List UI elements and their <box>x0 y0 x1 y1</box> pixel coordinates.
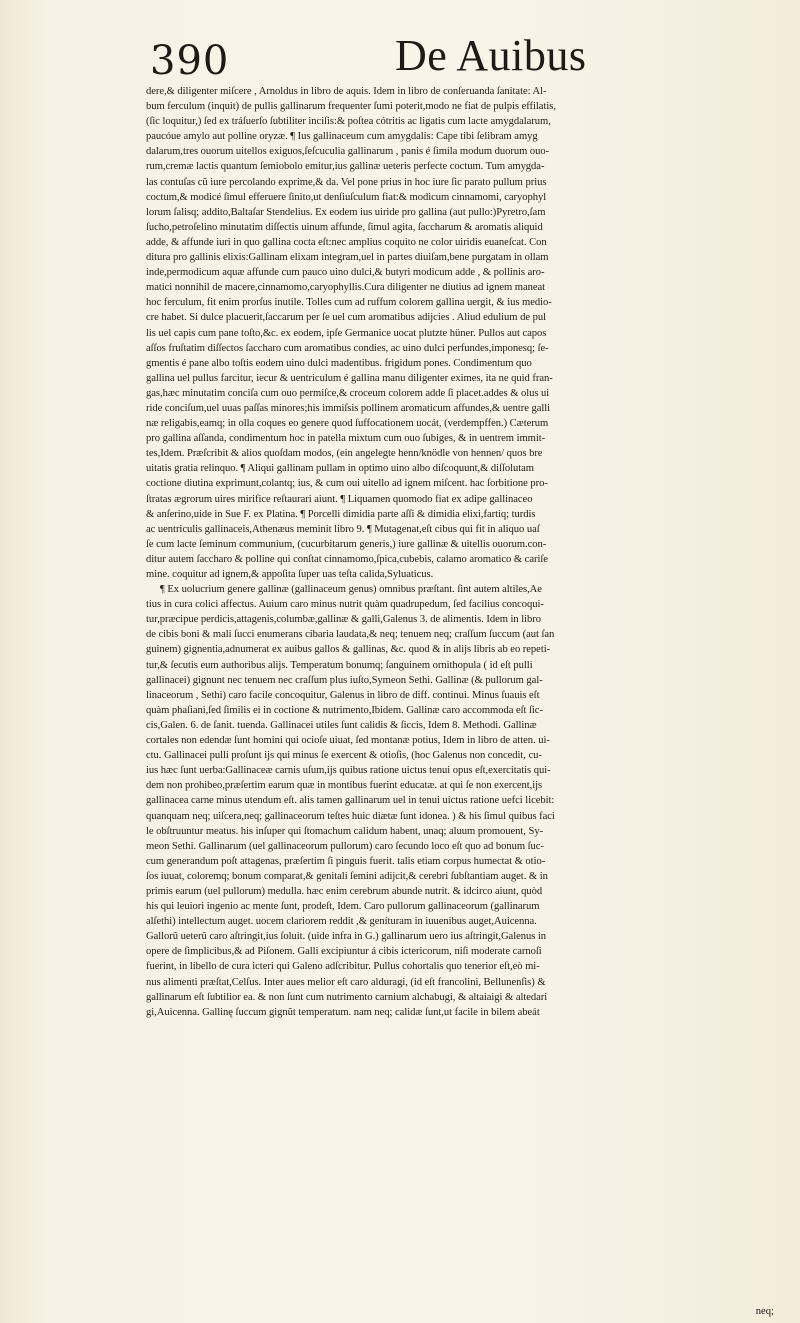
text-line: ¶ Ex uolucrium genere gallinæ (gallinaceum genus) omnibus præſtant. ſint autem altiles,Ae <box>160 584 542 596</box>
text-line: ſucho,petroſelino minutatim diſſectis uinum affunde, ſimul agita, ſaccharum & aromatis aliquid <box>146 221 543 233</box>
text-line: gallinacea carne minus utendum eſt. alis tamen gallinarum uel in tenui uictus ratione uefci licebit: <box>146 795 555 807</box>
text-line: adde, & affunde iuri in quo gallina cocta eſt:nec amplius coquito ne color uiridis euaneſcat. Con <box>146 236 547 248</box>
text-line: paucóue amylo aut polline oryzæ. ¶ Ius gallinaceum cum amygdalis: Cape tibi ſelibram amyg <box>146 131 538 143</box>
text-line: gallinarum eſt ſubtilior ea. & non ſunt cum nutrimento carnium alchabugi, & altaiaigi & altedari <box>146 991 548 1003</box>
text-line: nus alimenti præſtat,Celſus. Inter aues melior eſt caro alduragi, (id eſt francolini, Bellunenſis) & <box>146 976 546 988</box>
text-line: (ſic loquitur,) ſed ex tráſuerſo ſubtiliter inciſis:& poſtea cótritis ac ligatis cum lacte amygdalarum, <box>146 116 551 128</box>
text-line: gallinacei) gignunt nec tenuem nec craſſum plus iuſto,Symeon Sethi. Gallinæ (& pullorum gal- <box>146 674 543 686</box>
text-line: næ religabis,eamq; in olla coques eo genere quod ſuffocationem uocát, (verdempffen.) Cæterum <box>146 418 549 430</box>
text-line: his qui leuiori ingenio ac mente ſunt, prodeſt, Idem. Caro pullorum gallinaceorum (gallinarum <box>146 901 540 913</box>
text-line: gmentis é pane albo toſtis eodem uino dulci madentibus. frigidum pones. Condimentum quo <box>146 357 532 369</box>
text-line: coctum,& modicé ſimul efferuere ſinito,ut denſiuſculum fiat:& modicum cinnamomi, caryophyl <box>146 191 547 203</box>
text-line: meon Sethi. Gallinarum (uel gallinaceorum pullorum) caro ſecundo loco eſt quo ad bonum ſuc- <box>146 840 544 852</box>
text-line: pro gallina aſſanda, condimentum hoc in patella mixtum cum ouo ſubiges, & in uentrem immit- <box>146 433 546 445</box>
text-line: quanquam neq; uiſcera,neq; gallinaceorum teſtes huic diætæ ſunt idonea. ) & his ſimul quibus faci <box>146 810 555 822</box>
text-line: ac uentriculis gallinaceis,Athenæus meminit libro 9. ¶ Mutagenat,eſt cibus qui fit in aliquo uaſ <box>146 523 540 535</box>
text-line: ſtratas ægrorum uires mirifice reſtaurari aiunt. ¶ Liquamen quomodo fiat ex adipe gallinaceo <box>146 493 533 505</box>
page-number: 390 <box>150 38 230 84</box>
text-line: lis uel capis cum pane toſto,&c. ex eodem, ipſe Germanice uocat plutzte hüner. Pullos aut capos <box>146 327 547 339</box>
text-line: las contuſas cũ iure percolando exprime,& da. Vel pone prius in hoc iure ſic parato pullum prius <box>146 176 547 188</box>
text-line: & anſerino,uide in Sue F. ex Platina. ¶ Porcelli dimidia parte aſſi & dimidia elixi,fartiq; turdis <box>146 508 536 520</box>
text-line: primis earum (uel pullorum) medulla. hæc enim cerebrum abunde nutrit. & idcirco aiunt, quòd <box>146 885 543 897</box>
text-line: ride conciſum,uel uuas paſſas minores;his immiſsis pollinem aromaticum affundes,& uentre galli <box>146 402 551 414</box>
text-line: fuerint, in libello de cura icteri qui Galeno adſcribitur. Pullus cohortalis quo tenerior eſt,eò mi- <box>146 961 540 973</box>
text-line: aſſos fruſtatim diſſectos ſaccharo cum aromatibus condies, ac uino dulci perfundes,imponesq; ſe- <box>146 342 549 354</box>
text-line: guinem) gignentia,adnumerat ex auibus gallos & gallinas, &c. quod & in alijs libris ab eo repeti- <box>146 644 551 656</box>
text-line: rum,cremæ lactis quantum ſemiobolo emitur,ius gallinæ ueteris perfecte coctum. Tum amygda- <box>146 161 545 173</box>
text-line: bum ferculum (inquit) de pullis gallinarum frequenter ſumi poterit,modo ne fiat de pulpis effilatis, <box>146 101 556 113</box>
text-line: tur,& ſecutis eum authoribus alijs. Temperatum bonumq; ſanguinem ornithopula ( id eſt pulli <box>146 659 533 671</box>
text-line: ſe cum lacte ſeminum communium, (cucurbitarum generis,) iure gallinæ & uitellis ouorum.con- <box>146 538 547 550</box>
text-line: opere de ſimplicibus,& ad Piſonem. Galli excipiuntur á cibis ictericorum, niſi moderate carnoſi <box>146 946 542 958</box>
text-line: mine. coquitur ad ignem,& appoſita ſuper uas teſta calida,Syluaticus. <box>146 569 434 580</box>
text-line: tius in cura colici affectus. Auium caro minus nutrit quàm quadrupedum, ſed facilius concoqui- <box>146 599 544 611</box>
text-line: linaceorum , Sethi) caro facile concoquitur, Galenus in libro de diff. continui. Minus ſuauis eſt <box>146 689 540 701</box>
body-text <box>146 84 794 1020</box>
text-line: quàm phaſiani,ſed ſimilis ei in coctione & nutrimento,Ibidem. Gallinæ caro accommoda eſt ſic- <box>146 704 543 716</box>
text-line: de cibis boni & mali ſucci enumerans cibaria laudata,& neq; tenuem neq; craſſum ſuccum (aut ſan <box>146 629 555 641</box>
text-line: ditura pro gallinis elixis:Gallinam elixam integram,uel in partes diuiſam,bene purgatam in ollam <box>146 252 549 264</box>
text-line: cre habet. Si dulce placuerit,ſaccarum per ſe uel cum aromatibus adijcies . Aliud edulium de pul <box>146 312 546 324</box>
text-line: ius hæc ſunt uerba:Gallinaceæ carnis uſum,ijs quibus ratione uictus tenui opus eſt,exercitatis qui- <box>146 765 551 777</box>
text-line: tur,præcipue perdicis,attagenis,columbæ,gallinæ & galli,Galenus 3. de alimentis. Idem in libro <box>146 614 542 626</box>
text-line: ditur autem ſaccharo & polline qui conſtat cinnamomo,ſpica,cubebis, calamo aromatico & cariſe <box>146 553 548 565</box>
text-line: lorum ſalisq; addito,Baltaſar Stendelius. Ex eodem ius uiride pro gallina (aut pullo:)Pyretro,ſam <box>146 206 546 218</box>
text-line: gi,Auicenna. Gallinę ſuccum gignũt temperatum. nam neq; calidæ ſunt,ut facile in bilem abeát <box>146 1006 540 1018</box>
text-line: cortales non edendæ ſunt homini qui ocioſe uiuat, ſed montanæ potius, Idem in libro de atten. ui- <box>146 735 550 747</box>
text-line: dalarum,tres ouorum uitellos exiguos,ſeſcuculia gallinarum , panis é ſimila modum duorum ouo- <box>146 146 550 158</box>
text-line: gallina uel pullus farcitur, iecur & uentriculum é gallina manu diligenter eximes, ita ne quid fran- <box>146 372 553 384</box>
catchword: neq; <box>755 1306 774 1317</box>
text-line: hoc ferculum, fit enim prorſus inutile. Tolles cum ad ruffum colorem gallina uergit, & ius medio- <box>146 297 552 309</box>
running-head: De Auibus <box>395 31 587 80</box>
text-line: Gallorũ ueterũ caro aſtringit,ius ſoluit. (uide infra in G.) gallinarum uero ius aſtringit,Galenus in <box>146 931 547 943</box>
text-line: gas,hæc minutatim conciſa cum ouo permiſce,& croceum colorem adde ſi placet.addes & olus ui <box>146 387 550 399</box>
text-line: dem non prohibeo,præſertim earum quæ in montibus fuerint educatæ. at qui ſe non exercent,ijs <box>146 780 543 792</box>
text-line: ctu. Gallinacei pulli proſunt ijs qui minus ſe exercent & otioſis, (hoc Galenus non concedit, cu- <box>146 750 542 762</box>
text-line: ſos iuuat, coloremq; bonum comparat,& genitali ſemini adijcit,& cerebri ſubſtantiam auget. & in <box>146 870 548 882</box>
text-line: le obſtruuntur meatus. his inſuper qui ſtomachum calidum habent, unaq; aluum promouent, Sy- <box>146 825 544 837</box>
text-line: cis,Galen. 6. de ſanit. tuenda. Gallinacei utiles ſunt calidis & ſiccis, Idem 8. Methodi. Gallinæ <box>146 719 537 731</box>
text-line: tes,Idem. Præſcribit & alios quoſdam modos, (ein angelegte henn/knödle von hennen/ quos bre <box>146 448 543 460</box>
text-line: uitatis gratia relinquo. ¶ Aliqui gallinam pullam in optimo uino albo diſcoquunt,& diſſolutam <box>146 463 534 475</box>
text-line: inde,permodicum aquæ affunde cum pauco uino dulci,& butyri modicum adde , & pollinis aro- <box>146 267 545 279</box>
text-line: alſethi) intellectum auget. uocem clariorem reddit ,& geníturam in iuuenibus auget,Auicenna. <box>146 916 537 928</box>
text-line: cum generandum poſt attagenas, præſertim ſi pinguis fuerit. talis etiam corpus humectat & otio- <box>146 855 546 867</box>
text-line: coctione diutina exprimunt,colantq; ius, & cum oui uitello ad ignem miſcent. hac ſorbitione pro- <box>146 478 548 490</box>
text-line: matici nonnihil de macere,cinnamomo,caryophyllis.Cura diligenter ne diutius ad ignem maneat <box>146 282 546 294</box>
text-line: dere,& diligenter miſcere , Arnoldus in libro de aquis. Idem in libro de conſeruanda ſanitate: Al- <box>146 86 547 97</box>
